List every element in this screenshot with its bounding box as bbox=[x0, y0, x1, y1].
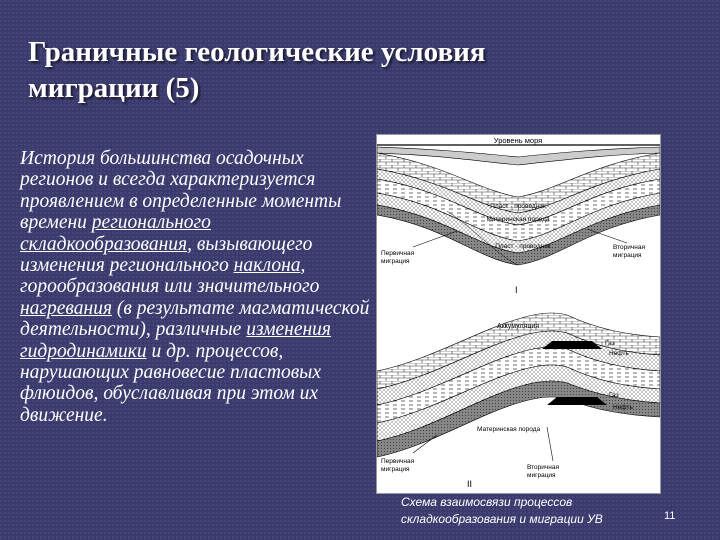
body-segment-underlined: нагревания bbox=[20, 297, 113, 319]
panel-i-label: I bbox=[515, 285, 518, 295]
panel-i bbox=[377, 136, 660, 295]
source-rock-label-2: Материнская порода bbox=[477, 426, 541, 433]
sea-level-label: Уровень моря bbox=[493, 136, 543, 145]
body-segment: , горообразования или значительного bbox=[20, 255, 320, 298]
panel-ii-label: II bbox=[467, 479, 473, 489]
figure-caption bbox=[401, 494, 651, 528]
migration-diagram bbox=[376, 134, 661, 494]
caption-line-1: Схема взаимосвязи процессов bbox=[401, 495, 573, 509]
body-segment-underlined: изменения гидродинамики bbox=[20, 319, 331, 362]
primary-migration-label-2: Первичная миграция bbox=[381, 458, 415, 473]
body-segment: История большинства осадочных регионов и всегда характеризуется проявлением в определенные моменты времени bbox=[20, 148, 342, 234]
secondary-migration-label-2: Вторичная миграция bbox=[527, 464, 559, 479]
body-segment: (в результате магматической деятельности), различные bbox=[20, 297, 370, 341]
body-segment-underlined: регионального складкообразования bbox=[20, 212, 211, 255]
title-line-2: миграции (5) bbox=[28, 72, 200, 104]
body-segment-underlined: наклона bbox=[233, 255, 301, 277]
reservoir-label-2: Пласт - проводник bbox=[495, 243, 551, 250]
secondary-migration-label-1: Вторичная миграция bbox=[613, 244, 645, 259]
panel-ii bbox=[377, 313, 660, 489]
body-paragraph bbox=[20, 148, 370, 426]
page-number: 11 bbox=[664, 510, 676, 522]
gas-label-1: Газ bbox=[605, 340, 615, 347]
oil-label-1: Нефть bbox=[609, 350, 629, 357]
accumulation-label: Аккумуляция bbox=[496, 323, 540, 330]
primary-migration-label-1: Первичная миграция bbox=[381, 250, 415, 265]
oil-trap-1 bbox=[542, 341, 602, 349]
body-segment: , вызывающего изменения регионального bbox=[20, 233, 313, 277]
gas-label-2: Газ bbox=[609, 392, 619, 399]
reservoir-label-1: Пласт - проводник bbox=[490, 203, 546, 210]
oil-label-2: Нефть bbox=[613, 404, 633, 411]
title-line-1: Граничные геологические условия bbox=[28, 36, 486, 68]
oil-trap-2 bbox=[547, 397, 607, 405]
slide-title bbox=[28, 34, 628, 106]
source-rock-label-1: Материнская порода bbox=[486, 216, 550, 223]
caption-line-2: складкообразования и миграции УВ bbox=[401, 512, 603, 526]
body-segment: и др. процессов, нарушающих равновесие пластовых флюидов, обуславливая при этом их движение. bbox=[20, 340, 322, 426]
